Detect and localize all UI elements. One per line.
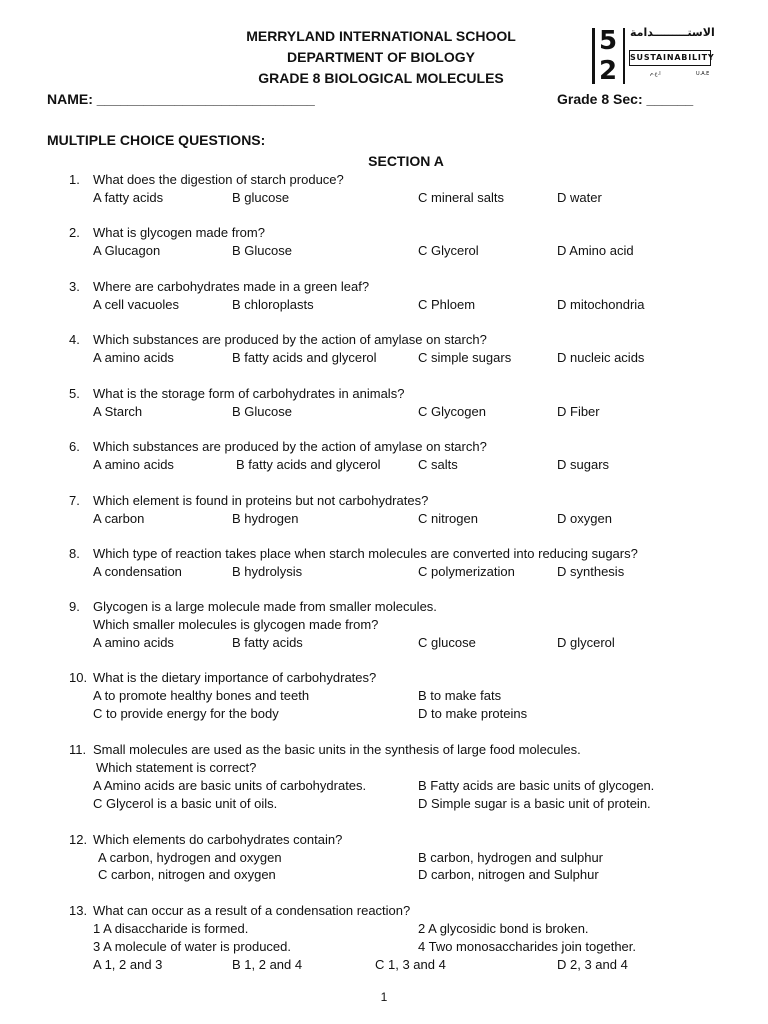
option-c[interactable]: C carbon, nitrogen and oxygen — [98, 867, 276, 882]
statement-2: 2 A glycosidic bond is broken. — [418, 921, 589, 936]
option-c[interactable]: C glucose — [418, 635, 476, 650]
question-number: 7. — [69, 493, 80, 508]
option-c[interactable]: C nitrogen — [418, 511, 478, 526]
option-a[interactable]: A carbon — [93, 511, 145, 526]
option-b[interactable]: B Glucose — [232, 243, 292, 258]
option-d[interactable]: D Fiber — [557, 404, 600, 419]
option-c[interactable]: C simple sugars — [418, 350, 512, 365]
question-text: Which substances are produced by the action of amylase on starch? — [93, 332, 487, 347]
option-b[interactable]: B Glucose — [232, 404, 292, 419]
option-d[interactable]: D Amino acid — [557, 243, 634, 258]
question-text: Which elements do carbohydrates contain? — [93, 832, 343, 847]
option-a[interactable]: A fatty acids — [93, 190, 164, 205]
question-number: 4. — [69, 332, 80, 347]
worksheet-title: GRADE 8 BIOLOGICAL MOLECULES — [258, 70, 504, 86]
question-number: 13. — [69, 903, 88, 918]
question-number: 8. — [69, 546, 80, 561]
question-text-line-2: Which statement is correct? — [96, 760, 257, 775]
option-a[interactable]: A to promote healthy bones and teeth — [93, 688, 310, 703]
option-d[interactable]: D sugars — [557, 457, 610, 472]
option-d[interactable]: D water — [557, 190, 602, 205]
option-a[interactable]: A amino acids — [93, 635, 174, 650]
option-d[interactable]: D carbon, nitrogen and Sulphur — [418, 867, 599, 882]
question-text: What is the storage form of carbohydrates in animals? — [93, 386, 405, 401]
option-a[interactable]: A Glucagon — [93, 243, 161, 258]
logo-small-left: ﺍ.ﻉ.ﻡ — [650, 71, 661, 77]
statement-3: 3 A molecule of water is produced. — [93, 939, 292, 954]
question-number: 6. — [69, 439, 80, 454]
question-text: Where are carbohydrates made in a green leaf? — [93, 279, 370, 294]
sustainability-logo — [592, 26, 720, 88]
statement-4: 4 Two monosaccharides join together. — [418, 939, 637, 954]
question-number: 12. — [69, 832, 88, 847]
option-b[interactable]: B chloroplasts — [232, 297, 314, 312]
option-b[interactable]: B fatty acids and glycerol — [236, 457, 381, 472]
logo-separator — [623, 28, 625, 84]
option-b[interactable]: B hydrolysis — [232, 564, 303, 579]
option-a[interactable]: A Starch — [93, 404, 143, 419]
question-number: 3. — [69, 279, 80, 294]
statement-1: 1 A disaccharide is formed. — [93, 921, 249, 936]
question-number: 10. — [69, 670, 88, 685]
option-c[interactable]: C salts — [418, 457, 458, 472]
option-a[interactable]: A amino acids — [93, 350, 174, 365]
option-d[interactable]: D 2, 3 and 4 — [557, 957, 628, 972]
option-c[interactable]: C polymerization — [418, 564, 515, 579]
option-c[interactable]: C Glycogen — [418, 404, 486, 419]
logo-small-right: U.A.E — [696, 71, 710, 77]
section-heading: MULTIPLE CHOICE QUESTIONS: — [47, 132, 266, 148]
grade-section-label: Grade 8 Sec: ______ — [557, 91, 694, 107]
option-d[interactable]: D nucleic acids — [557, 350, 645, 365]
question-text: Which type of reaction takes place when starch molecules are converted into reducing sugars? — [93, 546, 638, 561]
logo-arabic-text: الاستـــــــــدامة — [630, 26, 715, 39]
page-number: 1 — [380, 990, 388, 1004]
question-text: Glycogen is a large molecule made from smaller molecules. — [93, 599, 437, 614]
logo-digit-bottom: 2 — [599, 56, 618, 86]
name-field-label: NAME: ____________________________ — [47, 91, 315, 107]
option-a[interactable]: A cell vacuoles — [93, 297, 179, 312]
question-number: 11. — [69, 742, 87, 757]
logo-digit-top: 5 — [599, 26, 618, 56]
option-b[interactable]: B 1, 2 and 4 — [232, 957, 303, 972]
logo-bar — [592, 28, 595, 84]
option-c[interactable]: C mineral salts — [418, 190, 504, 205]
section-name: SECTION A — [368, 153, 444, 169]
option-d[interactable]: D to make proteins — [418, 706, 528, 721]
question-text: What can occur as a result of a condensation reaction? — [93, 903, 411, 918]
option-c[interactable]: C Glycerol — [418, 243, 479, 258]
question-number: 9. — [69, 599, 80, 614]
option-b[interactable]: B fatty acids and glycerol — [232, 350, 377, 365]
department-name: DEPARTMENT OF BIOLOGY — [287, 49, 475, 65]
option-b[interactable]: B hydrogen — [232, 511, 299, 526]
option-a[interactable]: A condensation — [93, 564, 182, 579]
school-name: MERRYLAND INTERNATIONAL SCHOOL — [246, 28, 516, 44]
logo-sustainability-text: SUSTAINABILITY — [629, 50, 711, 66]
option-a[interactable]: A 1, 2 and 3 — [93, 957, 163, 972]
question-text: Small molecules are used as the basic units in the synthesis of large food molecules. — [93, 742, 581, 757]
question-text: What is the dietary importance of carbohydrates? — [93, 670, 377, 685]
question-number: 5. — [69, 386, 80, 401]
option-b[interactable]: B fatty acids — [232, 635, 303, 650]
option-d[interactable]: D mitochondria — [557, 297, 645, 312]
option-c[interactable]: C 1, 3 and 4 — [375, 957, 446, 972]
question-text: What is glycogen made from? — [93, 225, 265, 240]
option-b[interactable]: B to make fats — [418, 688, 502, 703]
question-text: What does the digestion of starch produce? — [93, 172, 344, 187]
option-d[interactable]: D Simple sugar is a basic unit of protein. — [418, 796, 651, 811]
option-b[interactable]: B glucose — [232, 190, 290, 205]
option-d[interactable]: D oxygen — [557, 511, 612, 526]
option-a[interactable]: A Amino acids are basic units of carbohydrates. — [93, 778, 367, 793]
question-number: 1. — [69, 172, 80, 187]
question-text-line-2: Which smaller molecules is glycogen made from? — [93, 617, 379, 632]
option-a[interactable]: A carbon, hydrogen and oxygen — [98, 850, 282, 865]
option-b[interactable]: B carbon, hydrogen and sulphur — [418, 850, 604, 865]
question-number: 2. — [69, 225, 80, 240]
option-c[interactable]: C to provide energy for the body — [93, 706, 279, 721]
option-c[interactable]: C Phloem — [418, 297, 476, 312]
option-c[interactable]: C Glycerol is a basic unit of oils. — [93, 796, 278, 811]
option-b[interactable]: B Fatty acids are basic units of glycogen. — [418, 778, 655, 793]
question-text: Which substances are produced by the action of amylase on starch? — [93, 439, 487, 454]
option-a[interactable]: A amino acids — [93, 457, 174, 472]
option-d[interactable]: D synthesis — [557, 564, 625, 579]
option-d[interactable]: D glycerol — [557, 635, 615, 650]
question-text: Which element is found in proteins but not carbohydrates? — [93, 493, 429, 508]
